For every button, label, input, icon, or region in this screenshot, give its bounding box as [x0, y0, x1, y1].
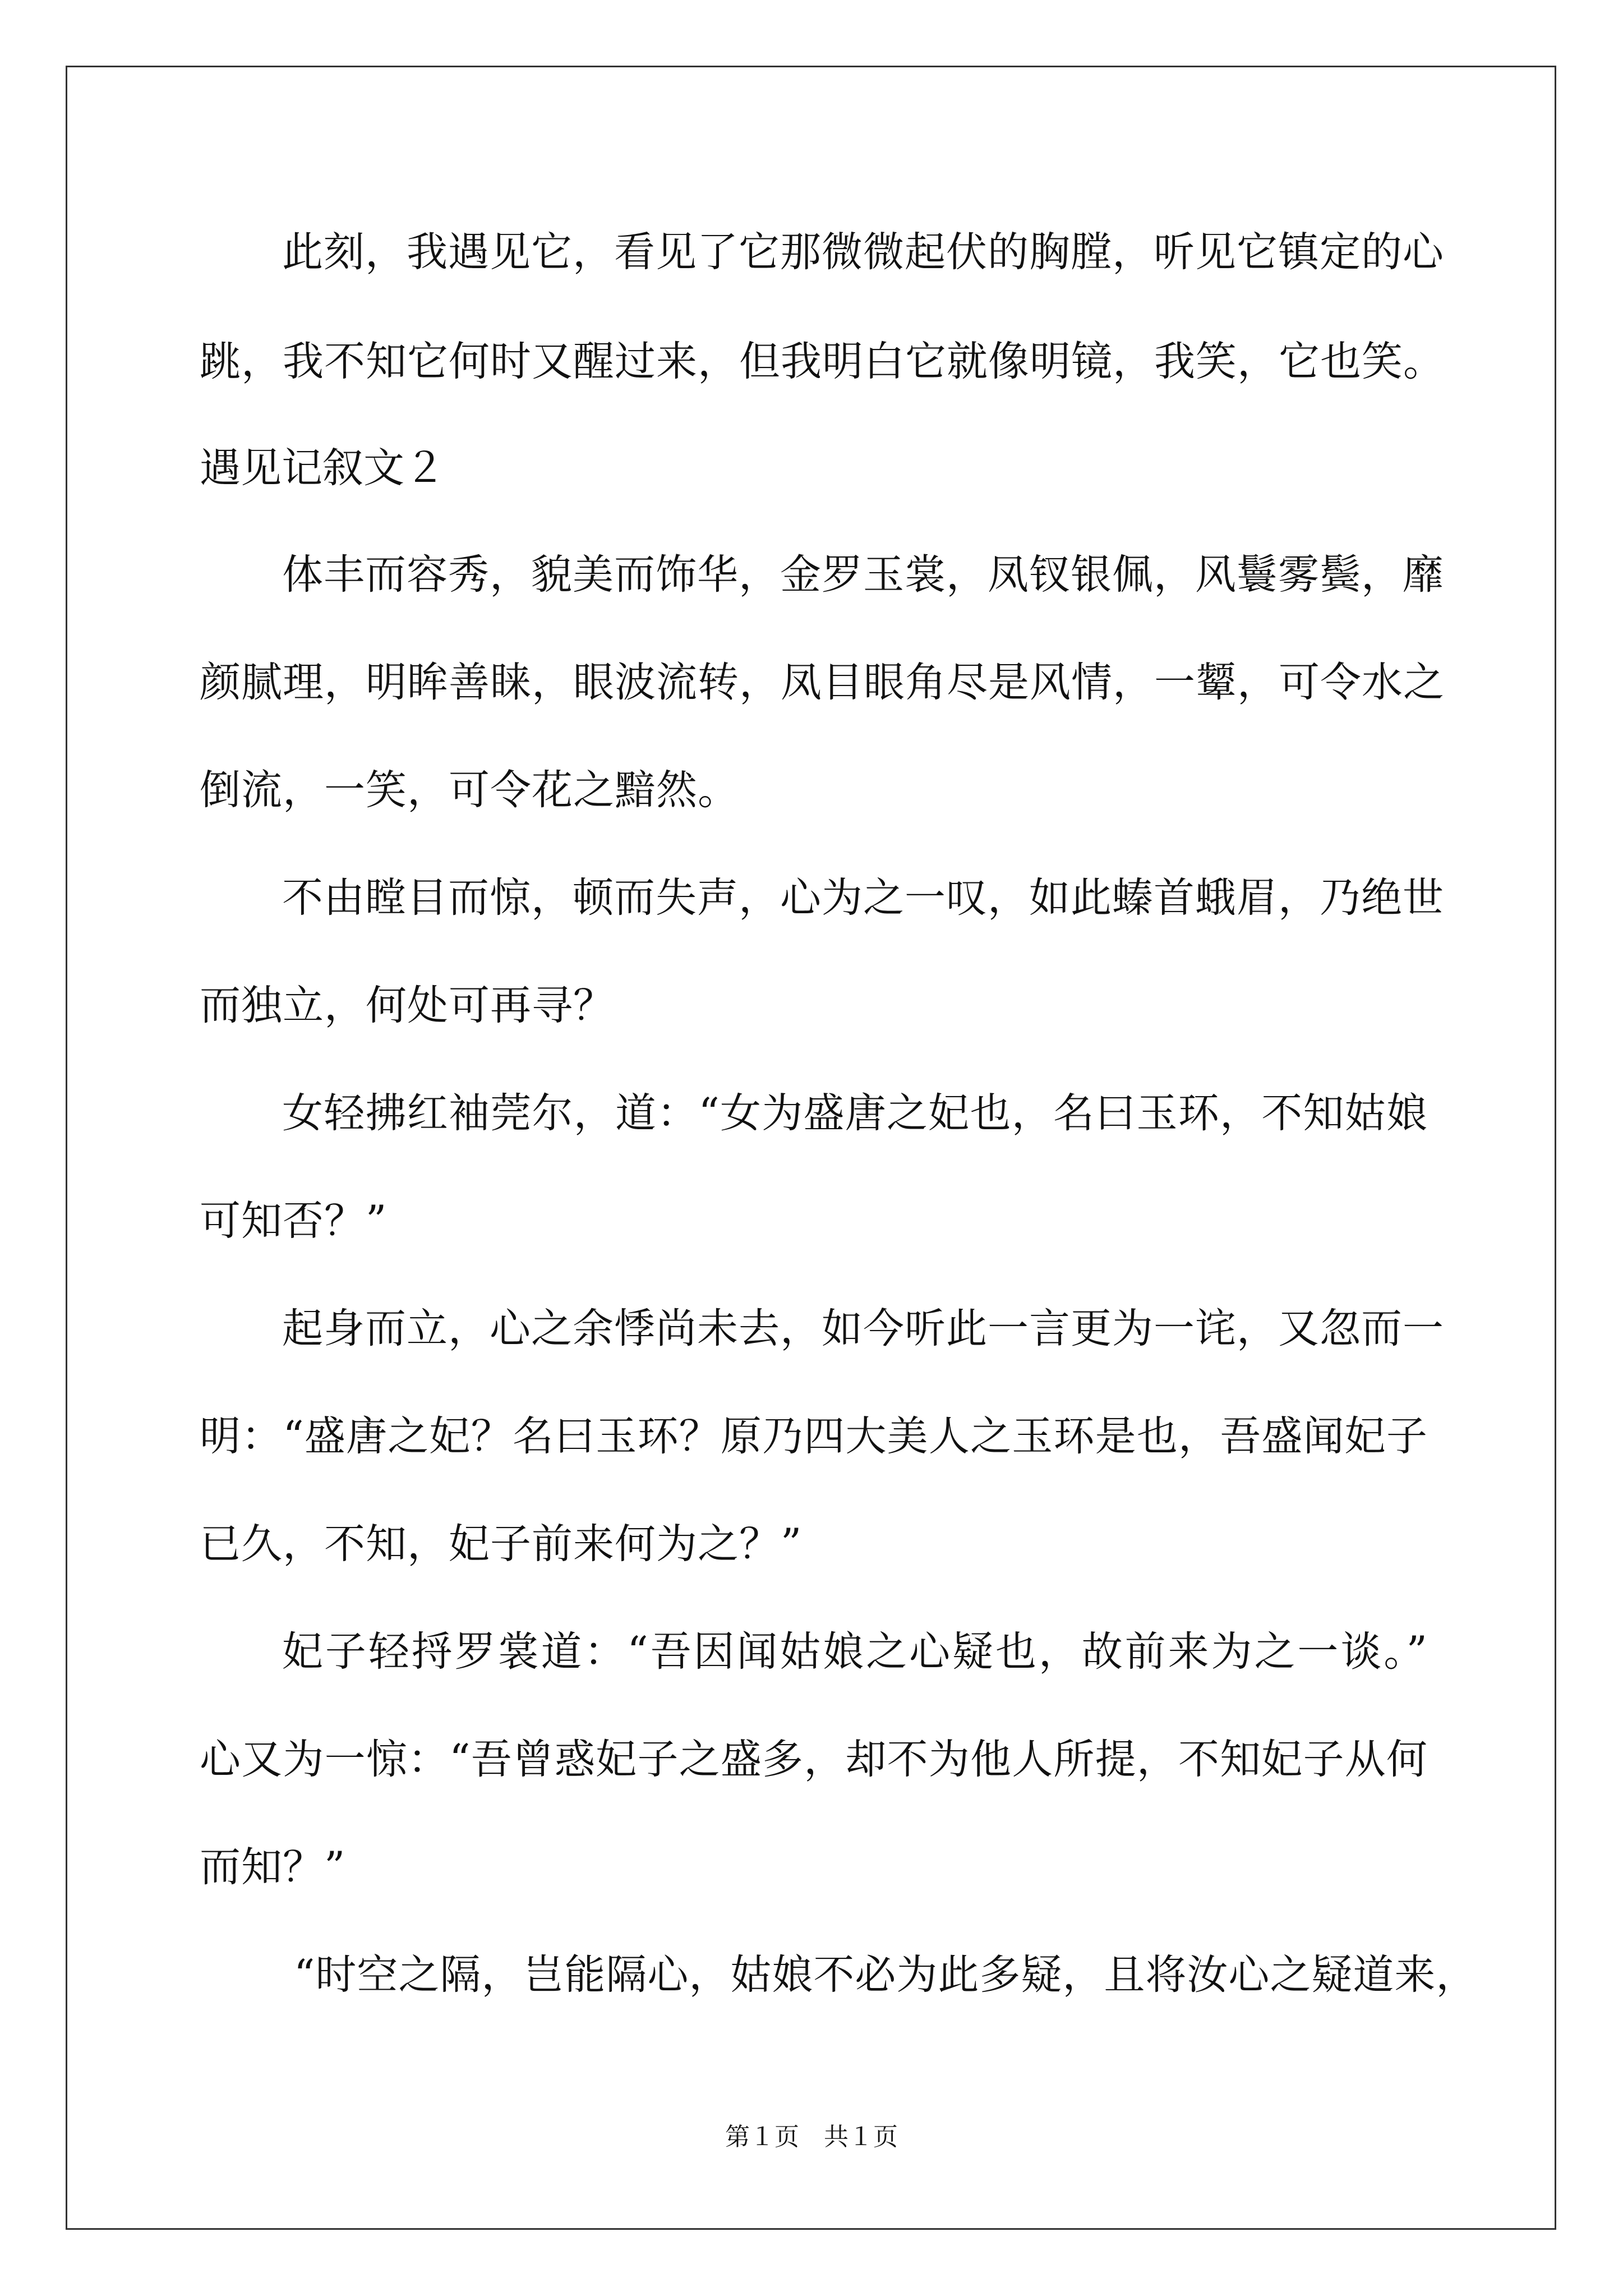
paragraph-line: 倒流，一笑，可令花之黯然。: [200, 766, 739, 814]
paragraph-line: “时空之隔，岂能隔心，姑娘不必为此多疑，且将汝心之疑道来，: [294, 1951, 1478, 1999]
paragraph-line: 心又为一惊：“吾曾惑妃子之盛多，却不为他人所提，不知妃子从何: [200, 1736, 1428, 1783]
paragraph-line: 不由瞠目而惊，顿而失声，心为之一叹，如此螓首蛾眉，乃绝世: [282, 874, 1444, 922]
paragraph-line: 体丰而容秀，貌美而饰华，金罗玉裳，凤钗银佩，风鬟雾鬓，靡: [282, 551, 1444, 599]
paragraph-line: 跳，我不知它何时又醒过来，但我明白它就像明镜，我笑，它也笑。: [200, 338, 1445, 385]
paragraph-line: 而独立，何处可再寻？: [200, 982, 615, 1029]
section-heading: 遇见记叙文２: [200, 444, 445, 492]
paragraph-line: 颜腻理，明眸善睐，眼波流转，凤目眼角尽是风情，一颦，可令水之: [200, 659, 1445, 706]
paragraph-line: 女轻拂红袖莞尔，道：“女为盛唐之妃也，名曰玉环，不知姑娘: [282, 1089, 1428, 1137]
page-border: [66, 66, 1556, 2230]
paragraph-line: 此刻，我遇见它，看见了它那微微起伏的胸膛，听见它镇定的心: [282, 228, 1444, 276]
page-footer: 第１页 共１页: [725, 2123, 898, 2151]
paragraph-line: 已久，不知，妃子前来何为之？”: [200, 1520, 803, 1568]
paragraph-line: 妃子轻捋罗裳道：“吾因闻姑娘之心疑也，故前来为之一谈。”: [282, 1628, 1428, 1676]
paragraph-line: 起身而立，心之余悸尚未去，如今听此一言更为一诧，又忽而一: [282, 1305, 1444, 1352]
paragraph-line: 明：“盛唐之妃？名曰玉环？原乃四大美人之玉环是也，吾盛闻妃子: [200, 1412, 1428, 1460]
paragraph-line: 而知？”: [200, 1843, 346, 1891]
paragraph-line: 可知否？”: [200, 1197, 388, 1245]
